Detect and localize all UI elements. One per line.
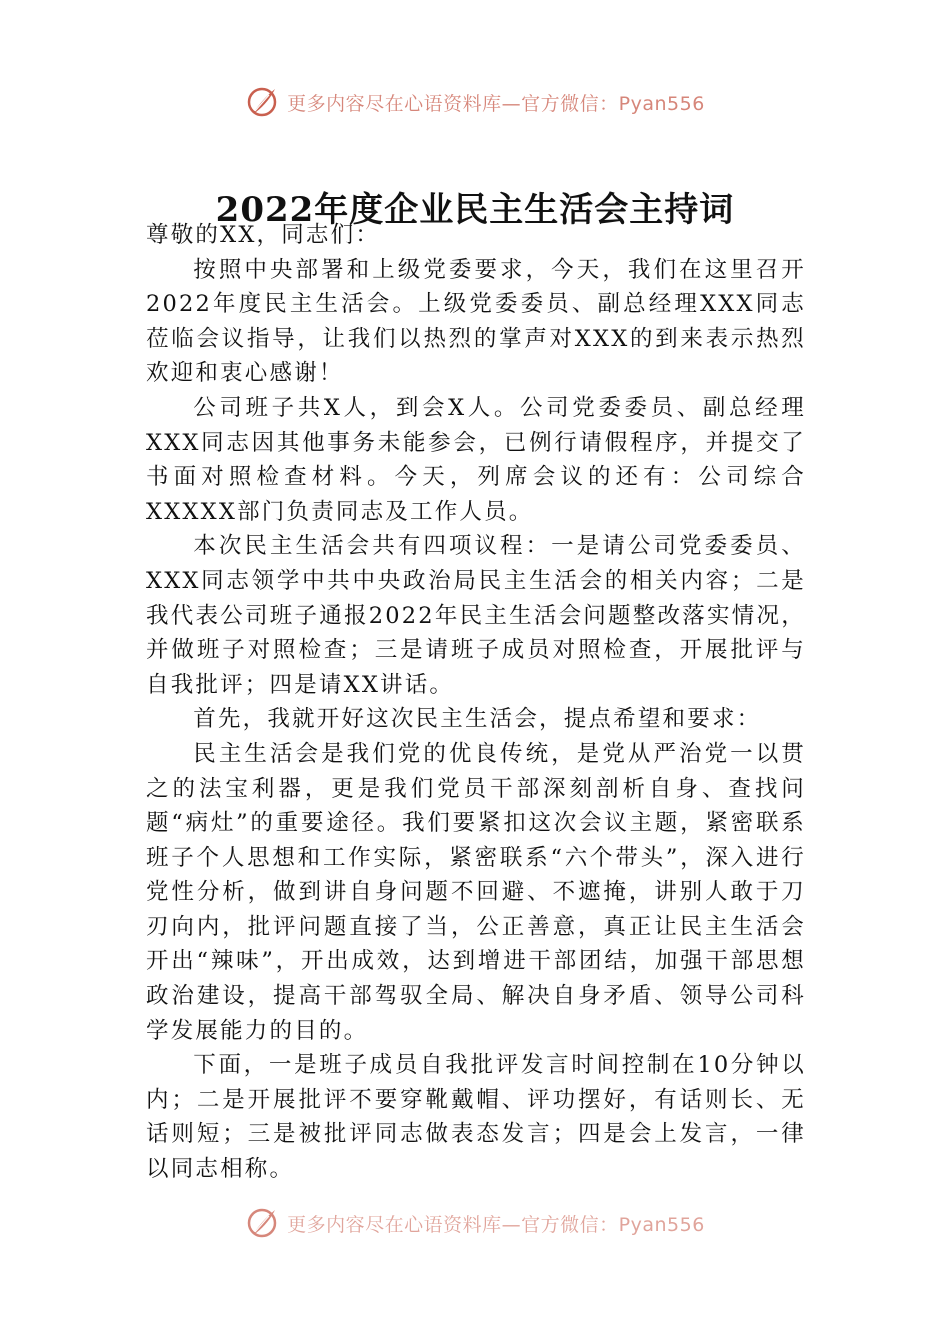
paragraph-agenda: 本次民主生活会共有四项议程：一是请公司党委委员、XXX同志领学中共中央政治局民主生活会的相关内容；二是我代表公司班子通报2022年民主生活会问题整改落实情况，并做班子对照检查；三是请班子成员对照检查，开展批评与自我批评；四是请XX讲话。 [146,533,806,698]
document-title: 2022年度企业民主生活会主持词 [215,190,735,230]
salutation: 尊敬的XX，同志们： [146,222,381,248]
watermark-text: 更多内容尽在心语资料库—官方微信：Pyan556 [287,1213,705,1236]
paragraph-attendance: 公司班子共X人，到会X人。公司党委委员、副总经理XXX同志因其他事务未能参会，已例行请假程序，并提交了书面对照检查材料。今天，列席会议的还有：公司综合XXXXX部门负责同志及工作人员。 [146,394,806,525]
paragraph-significance: 民主生活会是我们党的优良传统，是党从严治党一以贯之的法宝利器，更是我们党员干部深刻剖析自身、查找问题“病灶”的重要途径。我们要紧扣这次会议主题，紧密联系班子个人思想和工作实际，紧密联系“六个带头”，深入进行党性分析，做到讲自身问题不回避、不遮掩，讲别人敢于刀刃向内，批评问题直接了当，公正善意，真正让民主生活会开出“辣味”，开出成效，达到增进干部团结，加强干部思想政治建设，提高干部驾驭全局、解决自身矛盾、领导公司科学发展能力的目的。 [146,740,806,1044]
paragraph-opening: 按照中央部署和上级党委要求，今天，我们在这里召开2022年度民主生活会。上级党委委员、副总经理XXX同志莅临会议指导，让我们以热烈的掌声对XXX的到来表示热烈欢迎和衷心感谢！ [146,256,806,387]
watermark-text: 更多内容尽在心语资料库—官方微信：Pyan556 [287,92,705,115]
document-body [146,218,806,1187]
paragraph-rules: 下面，一是班子成员自我批评发言时间控制在10分钟以内；二是开展批评不要穿靴戴帽、评功摆好，有话则长、无话则短；三是被批评同志做表态发言；四是会上发言，一律以同志相称。 [146,1052,806,1183]
feather-logo-icon [245,85,279,119]
watermark-footer [0,1206,950,1240]
watermark-header [0,84,950,120]
feather-logo-icon [245,1206,279,1240]
paragraph-intro-requirements: 首先，我就开好这次民主生活会，提点希望和要求： [193,706,762,733]
